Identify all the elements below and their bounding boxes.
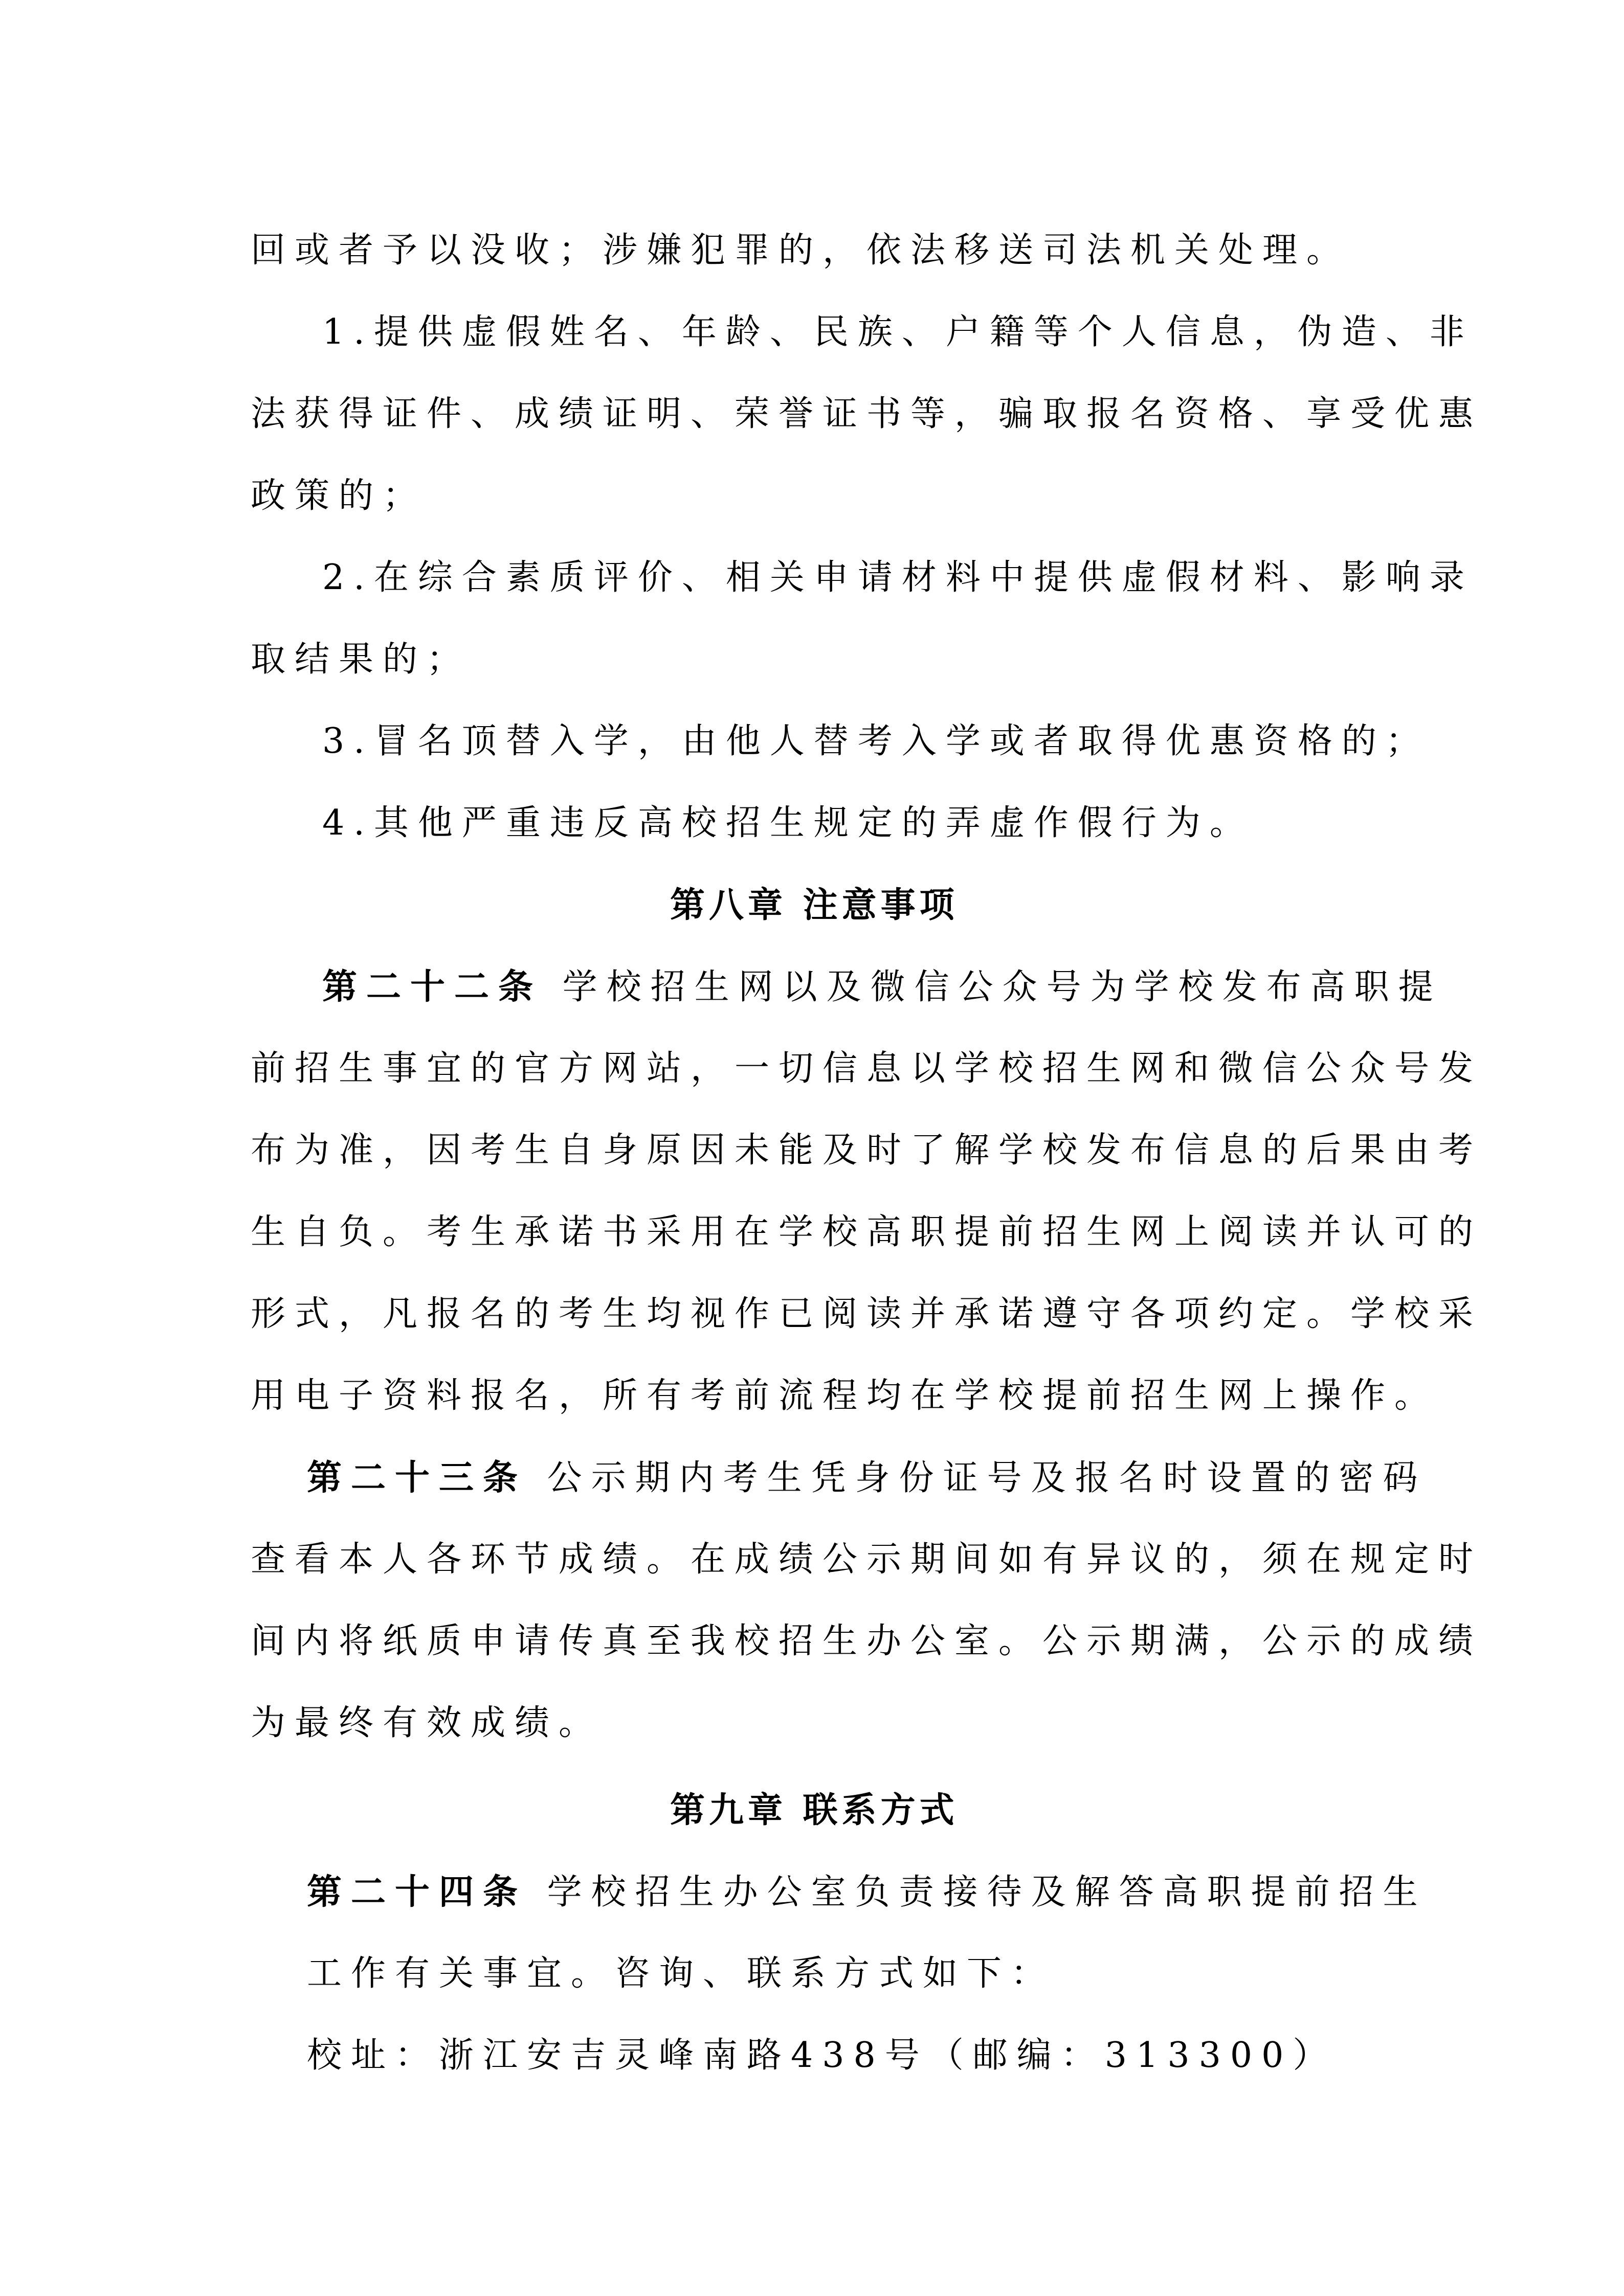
text-line: 间内将纸质申请传真至我校招生办公室。公示期满，公示的成绩: [251, 1621, 1483, 1661]
article-24-text: 学校招生办公室负责接待及解答高职提前招生: [547, 1872, 1427, 1912]
text-line: 形式，凡报名的考生均视作已阅读并承诺遵守各项约定。学校采: [251, 1294, 1483, 1334]
article-24-first-line: [307, 1866, 1427, 1918]
text-line: 回或者予以没收；涉嫌犯罪的，依法移送司法机关处理。: [251, 230, 1351, 271]
text-line: 查看本人各环节成绩。在成绩公示期间如有异议的，须在规定时: [251, 1539, 1483, 1580]
chapter-8-title: 第八章 注意事项: [670, 885, 959, 926]
text-line: 前招生事宜的官方网站，一切信息以学校招生网和微信公众号发: [251, 1048, 1483, 1089]
article-22-label: 第二十二条: [322, 966, 543, 1007]
text-line: 为最终有效成绩。: [251, 1703, 603, 1743]
article-23-text: 公示期内考生凭身份证号及报名时设置的密码: [547, 1458, 1427, 1498]
article-23-label: 第二十三条: [307, 1457, 527, 1498]
text-line: 法获得证件、成绩证明、荣誉证书等，骗取报名资格、享受优惠: [251, 394, 1483, 434]
list-item-2: 2.在综合素质评价、相关申请材料中提供虚假材料、影响录: [322, 557, 1474, 598]
text-line: 工作有关事宜。咨询、联系方式如下：: [307, 1953, 1055, 1994]
chapter-9-title: 第九章 联系方式: [670, 1790, 959, 1831]
text-line: 政策的；: [251, 476, 427, 516]
article-22-text: 学校招生网以及微信公众号为学校发布高职提: [562, 967, 1442, 1007]
article-23-first-line: [307, 1452, 1427, 1504]
list-item-4: 4.其他严重违反高校招生规定的弄虚作假行为。: [322, 803, 1254, 843]
text-line: 生自负。考生承诺书采用在学校高职提前招生网上阅读并认可的: [251, 1212, 1483, 1252]
text-line: 取结果的；: [251, 639, 471, 680]
list-item-3: 3.冒名顶替入学，由他人替考入学或者取得优惠资格的；: [322, 721, 1430, 761]
text-line: 布为准，因考生自身原因未能及时了解学校发布信息的后果由考: [251, 1130, 1483, 1170]
list-item-1: 1.提供虚假姓名、年龄、民族、户籍等个人信息，伪造、非: [322, 312, 1474, 352]
article-22-first-line: [322, 961, 1442, 1013]
article-24-label: 第二十四条: [307, 1872, 527, 1912]
text-line: 用电子资料报名，所有考前流程均在学校提前招生网上操作。: [251, 1376, 1439, 1416]
address-line: 校址：浙江安吉灵峰南路438号（邮编：313300）: [307, 2035, 1337, 2076]
